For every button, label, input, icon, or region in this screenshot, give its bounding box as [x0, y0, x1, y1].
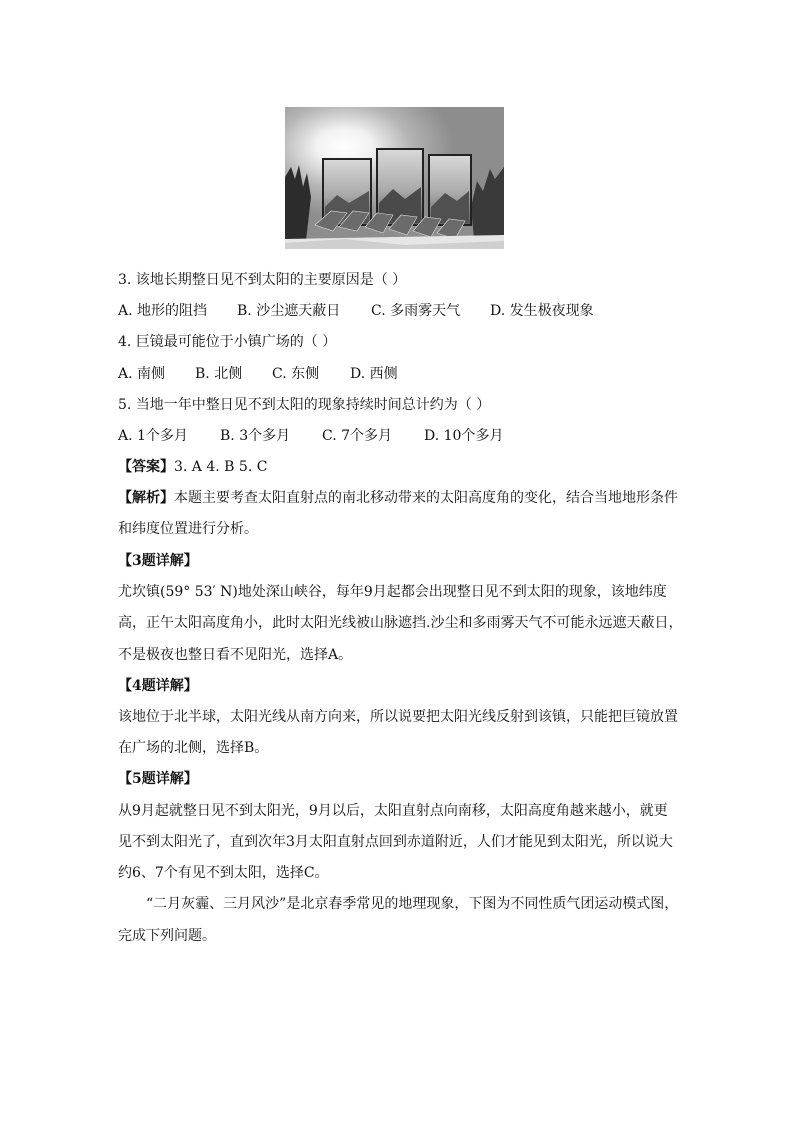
analysis-label: 【解析】: [118, 490, 174, 506]
q4-option-b: B. 北侧: [195, 366, 243, 382]
detail-5-line-2: 见不到太阳光了，直到次年3月太阳直射点回到赤道附近，人们才能见到太阳光，所以说大: [118, 834, 673, 850]
q5-option-b: B. 3个多月: [220, 428, 291, 444]
question-3-stem: 3. 该地长期整日见不到太阳的主要原因是（ ）: [118, 272, 407, 288]
q3-option-b: B. 沙尘遮天蔽日: [237, 303, 341, 319]
q5-option-c: C. 7个多月: [322, 428, 393, 444]
detail-4-heading: 【4题详解】: [118, 678, 198, 694]
q4-option-d: D. 西侧: [350, 366, 398, 382]
question-4-options: [118, 364, 398, 384]
detail-3-heading: 【3题详解】: [118, 553, 198, 569]
detail-3-line-3: 不是极夜也整日看不见阳光，选择A。: [118, 647, 353, 663]
next-intro-line-1: “二月灰霾、三月风沙”是北京春季常见的地理现象，下图为不同性质气团运动模式图，: [146, 896, 679, 912]
answer-label: 【答案】: [118, 459, 174, 475]
question-5-options: [118, 426, 503, 446]
q5-option-a: A. 1个多月: [118, 428, 188, 444]
q3-option-c: C. 多雨雾天气: [371, 303, 461, 319]
question-5-stem: 5. 当地一年中整日见不到太阳的现象持续时间总计约为（ ）: [118, 397, 491, 413]
question-4-stem: 4. 巨镜最可能位于小镇广场的（ ）: [118, 334, 337, 350]
detail-3-line-2: 高，正午太阳高度角小，此时太阳光线被山脉遮挡.沙尘和多雨雾天气不可能永远遮天蔽日，: [118, 615, 683, 631]
detail-5-heading: 【5题详解】: [118, 771, 198, 787]
next-intro-line-2: 完成下列问题。: [118, 928, 216, 944]
q3-option-d: D. 发生极夜现象: [490, 303, 594, 319]
detail-5-line-1: 从9月起就整日见不到太阳光，9月以后，太阳直射点向南移，太阳高度角越来越小，就更: [118, 803, 668, 819]
analysis-line-1: [118, 488, 678, 508]
detail-4-line-1: 该地位于北半球，太阳光线从南方向来，所以说要把太阳光线反射到该镇，只能把巨镜放置: [118, 709, 678, 725]
detail-3-line-1: 尤坎镇(59° 53′ N)地处深山峡谷，每年9月起都会出现整日见不到太阳的现象，该地纬度: [118, 584, 667, 600]
mirror-photo: [285, 107, 504, 249]
question-3-options: [118, 301, 594, 321]
detail-5-line-3: 约6、7个有见不到太阳，选择C。: [118, 865, 329, 881]
analysis-line-2: 和纬度位置进行分析。: [118, 521, 258, 537]
analysis-text-1: 本题主要考查太阳直射点的南北移动带来的太阳高度角的变化，结合当地地形条件: [174, 490, 678, 506]
answer-line: [118, 457, 267, 477]
q4-option-c: C. 东侧: [272, 366, 320, 382]
q3-option-a: A. 地形的阻挡: [118, 303, 208, 319]
answer-text: 3. A 4. B 5. C: [174, 459, 268, 475]
q5-option-d: D. 10个多月: [424, 428, 504, 444]
detail-4-line-2: 在广场的北侧，选择B。: [118, 740, 269, 756]
q4-option-a: A. 南侧: [118, 366, 166, 382]
mirror-photo-image: [285, 107, 504, 249]
